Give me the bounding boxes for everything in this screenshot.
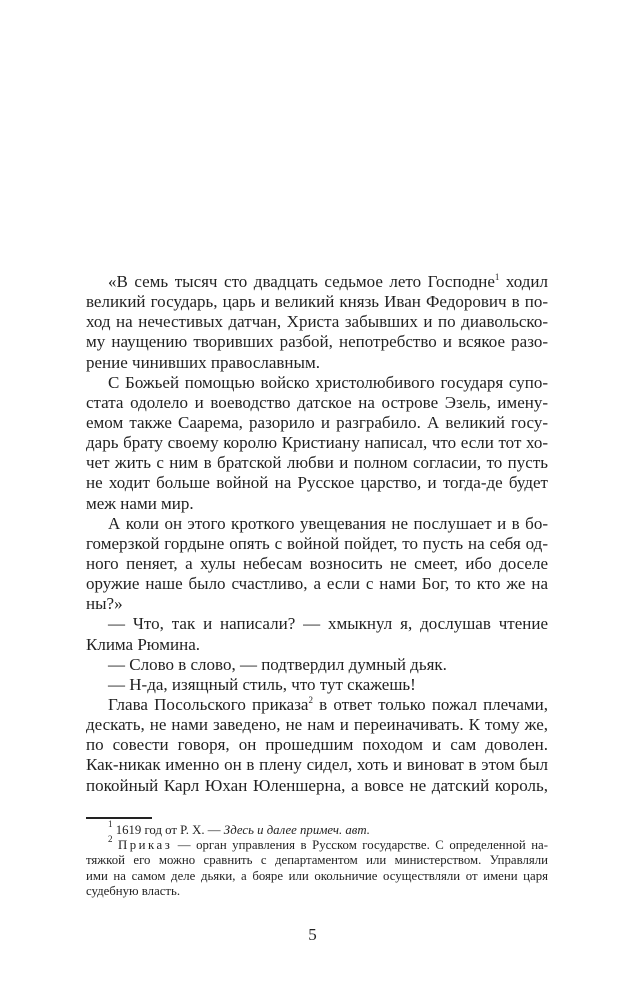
text-line (86, 494, 548, 514)
text-line (86, 655, 548, 675)
text-run: ны?» (86, 594, 123, 614)
text-run: Как-никак именно он в плену сидел, хоть и виноват в этом был (86, 755, 548, 775)
footnote-line (86, 884, 548, 899)
text-line (86, 433, 548, 453)
footnote-line (86, 869, 548, 884)
footnote-separator (86, 817, 152, 819)
text-run: дарь брату своему королю Кристиану написал, что если тот хо- (86, 433, 548, 453)
text-run: тяжкой его можно сравнить с департаментом или министерством. Управляли (86, 853, 548, 868)
footnote-marker: 1 (108, 819, 113, 829)
text-run: ими на самом деле дьяки, а бояре или окольничие осуществляли от имени царя (86, 868, 548, 883)
text-line (86, 695, 548, 715)
spaced-term: Приказ (118, 838, 173, 853)
text-run: в ответ только пожал плечами, (312, 694, 548, 714)
text-line (86, 635, 548, 655)
text-line (86, 413, 548, 433)
text-run: гомерзкой гордыне опять с войной пойдет, то пусть на себя од- (86, 533, 548, 553)
text-run: му наущению творивших разбой, непотребство и всякое разо- (86, 332, 548, 352)
text-line (86, 312, 548, 332)
text-run: — Что, так и написали? — хмыкнул я, дослушав чтение (108, 614, 548, 634)
body-text (86, 272, 548, 796)
text-run: А коли он этого кроткого увещевания не послушает и в бо- (108, 513, 548, 533)
italic-text: Здесь и далее примеч. авт. (223, 823, 370, 837)
footnotes (86, 819, 548, 899)
footnote-marker: 2 (108, 834, 113, 845)
text-run: по совести говоря, он прошедшим походом и сам доволен. (86, 735, 548, 755)
text-run: дескать, не нами заведено, не нам и переиначивать. К тому же, (86, 715, 548, 735)
text-run: ного пеняет, а хулы небесам возносить не смеет, ибо доселе (86, 553, 548, 573)
text-run: оружие наше было счастливо, а если с нами Бог, то кто же на (86, 574, 548, 594)
footnote-marker: 1 (494, 272, 500, 282)
footnote-line (86, 834, 548, 853)
text-run: рение чинивших православным. (86, 352, 320, 372)
text-line (86, 776, 548, 796)
text-run: 1619 год от Р. Х. — (112, 823, 224, 837)
text-line (86, 373, 548, 393)
text-line (86, 534, 548, 554)
text-run: «В семь тысяч сто двадцать седьмое лето Господне (108, 272, 495, 291)
text-line (86, 715, 548, 735)
text-line (86, 514, 548, 534)
text-run: — Н-да, изящный стиль, что тут скажешь! (108, 674, 416, 694)
text-line (86, 453, 548, 473)
text-run: ходил (499, 272, 549, 291)
text-run: покойный Карл Юхан Юленшерна, а вовсе не датский король, (86, 775, 548, 795)
text-run: великий государь, царь и великий князь Иван Федорович в по- (86, 292, 548, 312)
text-line (86, 393, 548, 413)
text-run: Глава Посольского приказа (108, 694, 309, 714)
text-line (86, 735, 548, 755)
text-line (86, 675, 548, 695)
text-run: чет жить с ним в братской любви и полном согласии, то пусть (86, 453, 548, 473)
text-line (86, 614, 548, 634)
text-line (86, 353, 548, 373)
text-line (86, 332, 548, 352)
footnote-line (86, 819, 548, 838)
text-run: емом также Саарема, разорило и разграбило. А великий госу- (86, 412, 548, 432)
text-run: судебную власть. (86, 883, 181, 898)
text-line (86, 594, 548, 614)
footnote-line (86, 853, 548, 868)
text-run: меж нами мир. (86, 493, 194, 513)
footnote-marker: 2 (308, 694, 313, 705)
text-line (86, 292, 548, 312)
text-run: не ходит больше войной на Русское царство, и тогда-де будет (86, 473, 548, 493)
text-run: Клима Рюмина. (86, 634, 201, 654)
text-line (86, 574, 548, 594)
text-run: — орган управления в Русском государстве. С определенной на- (172, 838, 548, 853)
page-number: 5 (308, 925, 317, 944)
text-line (86, 554, 548, 574)
text-run: С Божьей помощью войско христолюбивого государя супо- (108, 372, 548, 392)
text-line (86, 473, 548, 493)
text-run: стата одолело и воеводство датское на острове Эзель, имену- (86, 392, 548, 412)
text-line (86, 755, 548, 775)
text-run: — Слово в слово, — подтвердил думный дьяк. (108, 654, 447, 674)
text-run: ход на нечестивых датчан, Христа забывших и по диавольско- (86, 312, 548, 332)
text-line (86, 272, 548, 292)
